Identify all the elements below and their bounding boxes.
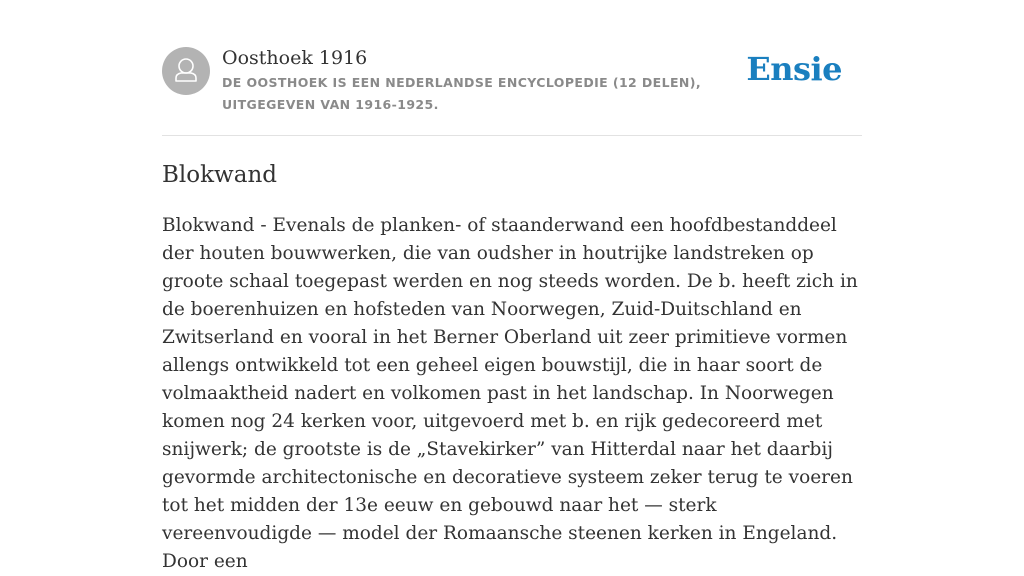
article-body: Blokwand - Evenals de planken- of staanderwand een hoofdbestanddeel der houten bouwwerken, die van oudsher in houtrijke landstreken op groote schaal toegepast werden en nog steeds worden. De b. heeft zich in de boerenhuizen en hofsteden van Noorwegen, Zuid-Duitschland en Zwitserland en vooral in het Berner Oberland uit zeer primitieve vormen allengs ontwikkeld tot een geheel eigen bouwstijl, die in haar soort de volmaaktheid nadert en volkomen past in het landschap. In Noorwegen komen nog 24 kerken voor, uitgevoerd met b. en rijk gedecoreerd met snijwerk; de grootste is de „Stavekirker” van Hitterdal naar het daarbij gevormde architectonische en decoratieve systeem zeker terug te voeren tot het midden der 13e eeuw en gebouwd naar het — sterk vereenvoudigde — model der Romaansche steenen kerken in Engeland. Door een: [162, 215, 858, 572]
user-icon[interactable]: [162, 47, 210, 95]
ensie-logo[interactable]: Ensie: [746, 50, 842, 88]
source-header: [162, 46, 862, 116]
header-divider: [162, 135, 862, 136]
article-title: Blokwand: [162, 162, 277, 188]
source-title[interactable]: Oosthoek 1916: [222, 47, 368, 69]
source-description: DE OOSTHOEK IS EEN NEDERLANDSE ENCYCLOPEDIE (12 DELEN), UITGEGEVEN VAN 1916-1925.: [222, 75, 702, 112]
